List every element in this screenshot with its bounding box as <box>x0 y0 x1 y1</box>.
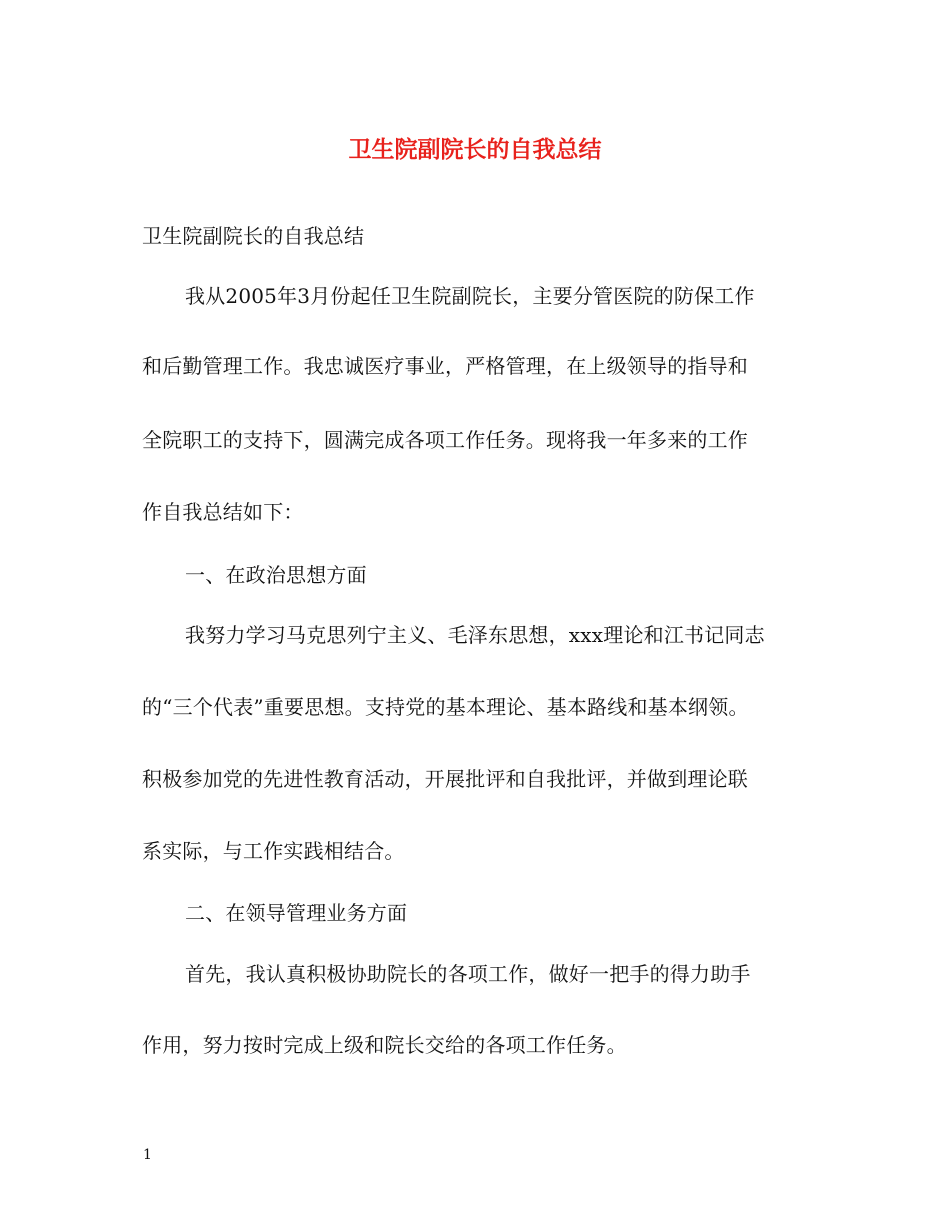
text-line: 系实际，与工作实践相结合。 <box>142 839 405 863</box>
text-line: 我努力学习马克思列宁主义、毛泽东思想，xxx理论和江书记同志 <box>185 623 765 647</box>
text-line: 全院职工的支持下，圆满完成各项工作任务。现将我一年多来的工作 <box>142 428 748 452</box>
text-line: 卫生院副院长的自我总结 <box>142 224 365 248</box>
document-title: 卫生院副院长的自我总结 <box>348 136 602 163</box>
text-line: 作用，努力按时完成上级和院长交给的各项工作任务。 <box>142 1033 627 1057</box>
text-line: 首先，我认真积极协助院长的各项工作，做好一把手的得力助手 <box>185 962 751 986</box>
page-number: 1 <box>143 1147 152 1163</box>
text-line: 作自我总结如下： <box>142 500 304 524</box>
section-heading: 二、在领导管理业务方面 <box>185 901 408 925</box>
text-line: 和后勤管理工作。我忠诚医疗事业，严格管理，在上级领导的指导和 <box>142 354 748 378</box>
text-line: 我从2005年3月份起任卫生院副院长，主要分管医院的防保工作 <box>185 284 755 308</box>
section-heading: 一、在政治思想方面 <box>185 563 367 587</box>
text-line: 的“三个代表”重要思想。支持党的基本理论、基本路线和基本纲领。 <box>142 695 749 719</box>
text-line: 积极参加党的先进性教育活动，开展批评和自我批评，并做到理论联 <box>142 767 748 791</box>
